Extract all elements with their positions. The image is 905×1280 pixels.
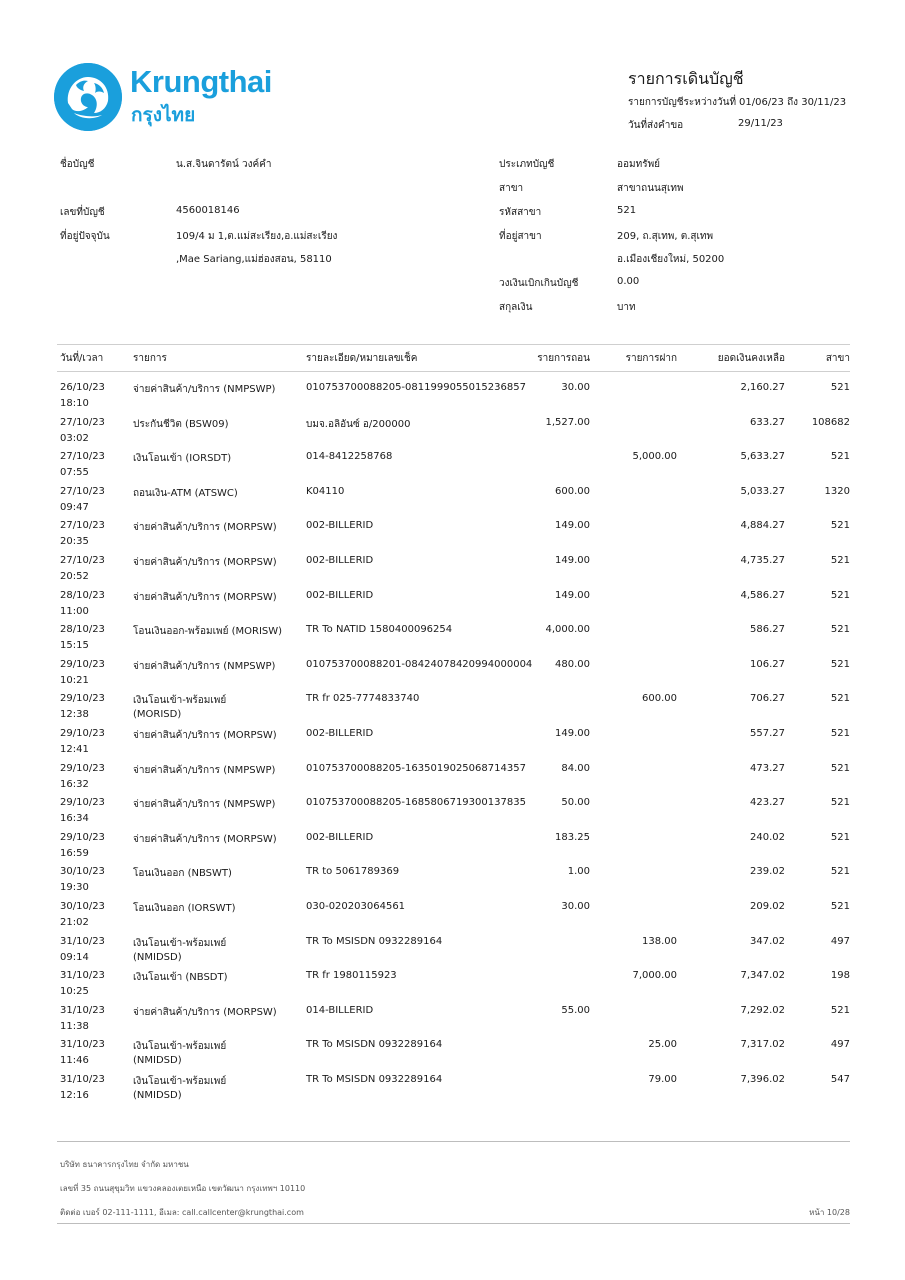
row-detail: 030-020203064561 <box>306 901 406 912</box>
krungthai-logo-icon <box>54 63 122 131</box>
branch-address-line2: อ.เมืองเชียงใหม่, 50200 <box>617 254 725 265</box>
row-branch: 521 <box>830 762 850 774</box>
row-date: 29/10/23 <box>60 693 105 705</box>
row-date: 30/10/23 <box>60 866 105 878</box>
row-item: ประกันชีวิต (BSW09) <box>133 418 229 430</box>
row-time: 09:14 <box>60 951 89 963</box>
row-detail: 014-BILLERID <box>306 1004 374 1016</box>
currency-label: สกุลเงิน <box>499 302 533 313</box>
brand-name-th: กรุงไทย <box>131 104 196 126</box>
period-label: รายการบัญชีระหว่างวันที่ <box>628 97 737 108</box>
row-item: จ่ายค่าสินค้า/บริการ (NMPSWP) <box>133 799 276 811</box>
row-date: 30/10/23 <box>60 901 105 912</box>
row-branch: 497 <box>830 935 850 947</box>
row-time: 16:59 <box>60 847 89 859</box>
row-balance: 586.27 <box>750 624 785 636</box>
row-date: 28/10/23 <box>60 624 105 636</box>
footer-contact: ติดต่อ เบอร์ 02-111-1111, อีเมล: call.callcenter@krungthai.com <box>60 1208 304 1217</box>
row-branch: 521 <box>830 831 850 843</box>
row-detail: 010753700088205-1685806719300137835 <box>306 797 526 809</box>
account-type-value: ออมทรัพย์ <box>617 159 661 170</box>
row-item: จ่ายค่าสินค้า/บริการ (MORPSW) <box>133 557 277 568</box>
row-detail: 010753700088201-08424078420994000004 <box>306 658 533 670</box>
row-date: 29/10/23 <box>60 728 105 739</box>
column-header-item: รายการ <box>133 353 167 364</box>
brand-name-en: Krungthai <box>130 64 272 99</box>
row-detail: TR To MSISDN 0932289164 <box>306 1039 443 1051</box>
row-detail: 002-BILLERID <box>306 555 374 566</box>
row-detail: TR to 5061789369 <box>306 866 400 878</box>
row-item: โอนเงินออก (NBSWT) <box>133 868 232 880</box>
row-item: โอนเงินออก (IORSWT) <box>133 903 236 914</box>
footer-address: เลขที่ 35 ถนนสุขุมวิท แขวงคลองเตยเหนือ เขตวัฒนา กรุงเทพฯ 10110 <box>60 1184 306 1193</box>
row-branch: 521 <box>830 624 850 636</box>
row-detail: 002-BILLERID <box>306 728 374 739</box>
row-item: เงินโอนเข้า (IORSDT) <box>133 453 232 465</box>
row-branch: 521 <box>830 382 850 393</box>
row-date: 29/10/23 <box>60 797 105 809</box>
row-time: 11:38 <box>60 1020 89 1032</box>
row-branch: 198 <box>830 970 850 982</box>
overdraft-value: 0.00 <box>617 276 640 287</box>
row-detail: TR To NATID 1580400096254 <box>306 624 453 636</box>
row-time: 10:25 <box>60 986 89 998</box>
row-balance: 347.02 <box>750 935 785 947</box>
row-item-code: (NMIDSD) <box>133 1055 182 1067</box>
column-header-datetime: วันที่/เวลา <box>60 353 104 364</box>
row-date: 31/10/23 <box>60 1039 105 1051</box>
row-detail: TR fr 025-7774833740 <box>306 693 420 705</box>
row-date: 28/10/23 <box>60 589 105 601</box>
row-balance: 2,160.27 <box>740 382 785 393</box>
row-withdraw: 149.00 <box>555 555 590 566</box>
row-date: 29/10/23 <box>60 658 105 670</box>
row-date: 27/10/23 <box>60 451 105 463</box>
row-branch: 521 <box>830 728 850 739</box>
row-branch: 521 <box>830 555 850 566</box>
row-date: 31/10/23 <box>60 1074 105 1085</box>
row-item: เงินโอนเข้า-พร้อมเพย์ <box>133 695 227 707</box>
row-item: จ่ายค่าสินค้า/บริการ (MORPSW) <box>133 591 277 603</box>
account-number-value: 4560018146 <box>176 205 240 216</box>
row-branch: 497 <box>830 1039 850 1051</box>
branch-label: สาขา <box>499 183 524 194</box>
row-balance: 239.02 <box>750 866 785 878</box>
footer-divider-bottom <box>57 1223 850 1224</box>
row-date: 27/10/23 <box>60 555 105 566</box>
row-branch: 521 <box>830 1004 850 1016</box>
row-time: 16:32 <box>60 778 89 790</box>
row-detail: บมจ.อลิอันซ์ อ/200000 <box>306 418 411 430</box>
row-branch: 108682 <box>811 416 850 428</box>
row-deposit: 138.00 <box>642 935 677 947</box>
row-date: 27/10/23 <box>60 485 105 497</box>
row-balance: 5,633.27 <box>740 451 785 463</box>
row-deposit: 79.00 <box>648 1074 677 1085</box>
row-withdraw: 1,527.00 <box>545 416 590 428</box>
row-balance: 706.27 <box>750 693 785 705</box>
row-balance: 557.27 <box>750 728 785 739</box>
row-withdraw: 50.00 <box>561 797 590 809</box>
row-deposit: 25.00 <box>648 1039 677 1051</box>
row-branch: 521 <box>830 520 850 532</box>
row-item: จ่ายค่าสินค้า/บริการ (NMPSWP) <box>133 764 276 776</box>
row-time: 18:10 <box>60 398 89 409</box>
column-header-branch: สาขา <box>825 353 850 364</box>
row-withdraw: 4,000.00 <box>545 624 590 636</box>
row-detail: TR To MSISDN 0932289164 <box>306 935 443 947</box>
row-item-code: (NMIDSD) <box>133 1090 182 1101</box>
row-item-code: (MORISD) <box>133 709 182 721</box>
branch-code-label: รหัสสาขา <box>499 207 542 218</box>
table-header-divider <box>57 371 850 372</box>
row-detail: K04110 <box>306 485 345 497</box>
overdraft-label: วงเงินเบิกเกินบัญชี <box>499 278 579 289</box>
request-date-value: 29/11/23 <box>738 118 783 129</box>
account-number-label: เลขที่บัญชี <box>60 207 105 218</box>
row-time: 10:21 <box>60 674 89 686</box>
address-line1: 109/4 ม 1,ต.แม่สะเรียง,อ.แม่สะเรียง <box>176 231 338 242</box>
account-name-value: น.ส.จินดารัตน์ วงค์คำ <box>176 159 272 170</box>
row-withdraw: 149.00 <box>555 520 590 532</box>
row-time: 19:30 <box>60 882 89 894</box>
row-time: 12:16 <box>60 1090 89 1101</box>
footer-divider-top <box>57 1141 850 1142</box>
row-deposit: 7,000.00 <box>632 970 677 982</box>
row-withdraw: 84.00 <box>561 762 590 774</box>
row-item: เงินโอนเข้า-พร้อมเพย์ <box>133 937 227 949</box>
row-item: เงินโอนเข้า-พร้อมเพย์ <box>133 1076 227 1087</box>
footer-page-number: หน้า 10/28 <box>809 1208 850 1217</box>
period-value: 01/06/23 ถึง 30/11/23 <box>739 97 847 108</box>
row-balance: 209.02 <box>750 901 785 912</box>
document-title: รายการเดินบัญชี <box>628 69 744 88</box>
row-balance: 106.27 <box>750 658 785 670</box>
branch-value: สาขาถนนสุเทพ <box>617 183 684 194</box>
row-balance: 633.27 <box>750 416 785 428</box>
row-item: จ่ายค่าสินค้า/บริการ (NMPSWP) <box>133 384 276 395</box>
row-detail: 002-BILLERID <box>306 831 374 843</box>
row-time: 07:55 <box>60 467 89 479</box>
row-withdraw: 480.00 <box>555 658 590 670</box>
row-balance: 4,735.27 <box>740 555 785 566</box>
row-item: โอนเงินออก-พร้อมเพย์ (MORISW) <box>133 626 283 638</box>
row-withdraw: 55.00 <box>561 1004 590 1016</box>
row-branch: 521 <box>830 866 850 878</box>
row-date: 27/10/23 <box>60 520 105 532</box>
row-withdraw: 149.00 <box>555 728 590 739</box>
account-name-label: ชื่อบัญชี <box>60 159 95 170</box>
account-type-label: ประเภทบัญชี <box>499 159 555 170</box>
row-time: 12:38 <box>60 709 89 721</box>
branch-code-value: 521 <box>617 205 637 216</box>
row-branch: 521 <box>830 451 850 463</box>
row-branch: 1320 <box>824 485 850 497</box>
row-branch: 521 <box>830 797 850 809</box>
row-date: 26/10/23 <box>60 382 105 393</box>
row-date: 29/10/23 <box>60 831 105 843</box>
row-date: 31/10/23 <box>60 970 105 982</box>
row-withdraw: 30.00 <box>561 901 590 912</box>
row-withdraw: 30.00 <box>561 382 590 393</box>
branch-address-label: ที่อยู่สาขา <box>499 231 542 242</box>
row-detail: TR fr 1980115923 <box>306 970 397 982</box>
row-balance: 4,884.27 <box>740 520 785 532</box>
row-time: 20:35 <box>60 536 89 548</box>
row-branch: 521 <box>830 658 850 670</box>
row-time: 15:15 <box>60 640 89 652</box>
row-time: 11:00 <box>60 605 89 617</box>
row-item-code: (NMIDSD) <box>133 951 182 963</box>
row-item: จ่ายค่าสินค้า/บริการ (MORPSW) <box>133 833 277 845</box>
row-item: จ่ายค่าสินค้า/บริการ (MORPSW) <box>133 730 277 741</box>
row-time: 16:34 <box>60 813 89 825</box>
row-balance: 473.27 <box>750 762 785 774</box>
row-item: ถอนเงิน-ATM (ATSWC) <box>133 487 238 499</box>
row-balance: 7,317.02 <box>740 1039 785 1051</box>
row-withdraw: 149.00 <box>555 589 590 601</box>
table-top-divider <box>57 344 850 345</box>
address-line2: ,Mae Sariang,แม่ฮ่องสอน, 58110 <box>176 254 332 265</box>
column-header-balance: ยอดเงินคงเหลือ <box>717 353 785 364</box>
row-branch: 547 <box>830 1074 850 1085</box>
row-branch: 521 <box>830 693 850 705</box>
row-withdraw: 600.00 <box>555 485 590 497</box>
row-balance: 4,586.27 <box>740 589 785 601</box>
row-time: 11:46 <box>60 1055 89 1067</box>
currency-value: บาท <box>617 302 636 313</box>
address-label: ที่อยู่ปัจจุบัน <box>60 231 110 242</box>
row-detail: 014-8412258768 <box>306 451 393 463</box>
row-detail: 010753700088205-1635019025068714357 <box>306 762 526 774</box>
row-withdraw: 1.00 <box>567 866 590 878</box>
row-balance: 240.02 <box>750 831 785 843</box>
row-balance: 7,292.02 <box>740 1004 785 1016</box>
row-branch: 521 <box>830 901 850 912</box>
row-deposit: 5,000.00 <box>632 451 677 463</box>
column-header-withdraw: รายการถอน <box>537 353 590 364</box>
row-detail: TR To MSISDN 0932289164 <box>306 1074 443 1085</box>
row-date: 31/10/23 <box>60 935 105 947</box>
row-item: จ่ายค่าสินค้า/บริการ (MORPSW) <box>133 1006 277 1018</box>
row-withdraw: 183.25 <box>555 831 590 843</box>
column-header-deposit: รายการฝาก <box>625 353 677 364</box>
row-date: 31/10/23 <box>60 1004 105 1016</box>
row-item: เงินโอนเข้า-พร้อมเพย์ <box>133 1041 227 1053</box>
row-item: เงินโอนเข้า (NBSDT) <box>133 972 228 984</box>
row-balance: 7,396.02 <box>740 1074 785 1085</box>
row-time: 09:47 <box>60 501 89 513</box>
request-date-label: วันที่ส่งคำขอ <box>628 120 684 131</box>
row-detail: 010753700088205-0811999055015236857 <box>306 382 526 393</box>
row-balance: 5,033.27 <box>740 485 785 497</box>
row-time: 21:02 <box>60 917 89 928</box>
row-time: 03:02 <box>60 432 89 444</box>
row-time: 20:52 <box>60 571 89 582</box>
row-date: 27/10/23 <box>60 416 105 428</box>
row-balance: 423.27 <box>750 797 785 809</box>
row-balance: 7,347.02 <box>740 970 785 982</box>
row-detail: 002-BILLERID <box>306 520 374 532</box>
branch-address-line1: 209, ถ.สุเทพ, ต.สุเทพ <box>617 231 714 242</box>
row-item: จ่ายค่าสินค้า/บริการ (MORPSW) <box>133 522 277 534</box>
footer-company: บริษัท ธนาคารกรุงไทย จำกัด มหาชน <box>60 1160 189 1169</box>
column-header-detail: รายละเอียด/หมายเลขเช็ค <box>306 353 418 364</box>
row-branch: 521 <box>830 589 850 601</box>
row-date: 29/10/23 <box>60 762 105 774</box>
row-detail: 002-BILLERID <box>306 589 374 601</box>
row-time: 12:41 <box>60 744 89 755</box>
row-deposit: 600.00 <box>642 693 677 705</box>
row-item: จ่ายค่าสินค้า/บริการ (NMPSWP) <box>133 660 276 672</box>
